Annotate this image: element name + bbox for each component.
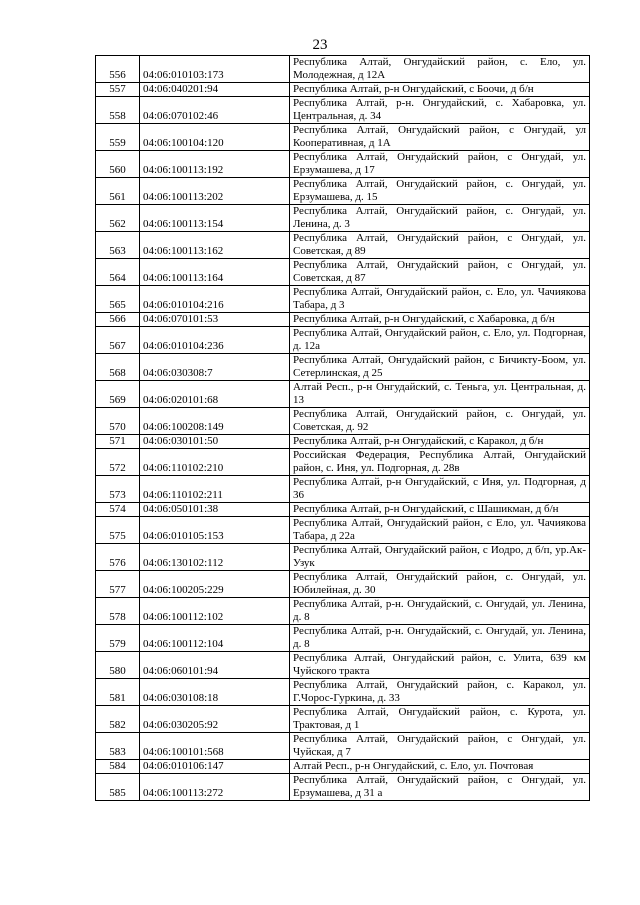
- cadastral-number: 04:06:100113:192: [140, 151, 290, 178]
- table-row: [96, 151, 590, 178]
- row-number: 582: [96, 706, 140, 733]
- table-row: [96, 205, 590, 232]
- table-row: [96, 435, 590, 449]
- cadastral-number: 04:06:010104:216: [140, 286, 290, 313]
- address: Республика Алтай, Онгудайский район, с Онгудай, ул. Советская, д 89: [290, 232, 590, 259]
- cadastral-number: 04:06:010104:236: [140, 327, 290, 354]
- table-row: [96, 706, 590, 733]
- table-row: [96, 178, 590, 205]
- table-row: [96, 327, 590, 354]
- address: Республика Алтай, Онгудайский район, с. Онгудай, ул. Ленина, д. 3: [290, 205, 590, 232]
- row-number: 578: [96, 598, 140, 625]
- table-row: [96, 774, 590, 801]
- address: Республика Алтай, Онгудайский район, с. Онгудай, ул. Ерзумашева, д. 15: [290, 178, 590, 205]
- address: Республика Алтай, Онгудайский район, с. Ело, ул. Чачиякова Табара, д 3: [290, 286, 590, 313]
- cadastral-number: 04:06:100113:154: [140, 205, 290, 232]
- table-body: [96, 56, 590, 801]
- row-number: 561: [96, 178, 140, 205]
- table-row: [96, 408, 590, 435]
- address: Республика Алтай, р-н. Онгудайский, с. Онгудай, ул. Ленина, д. 8: [290, 598, 590, 625]
- address: Республика Алтай, Онгудайский район, с Бичикту-Боом, ул. Сетерлинская, д 25: [290, 354, 590, 381]
- row-number: 567: [96, 327, 140, 354]
- address: Республика Алтай, Онгудайский район, с. Курота, ул. Трактовая, д 1: [290, 706, 590, 733]
- table-row: [96, 232, 590, 259]
- address: Республика Алтай, р-н. Онгудайский, с. Онгудай, ул. Ленина, д. 8: [290, 625, 590, 652]
- row-number: 573: [96, 476, 140, 503]
- cadastral-number: 04:06:100208:149: [140, 408, 290, 435]
- address: Республика Алтай, Онгудайский район, с Онгудай, ул Кооперативная, д 1А: [290, 124, 590, 151]
- row-number: 558: [96, 97, 140, 124]
- cadastral-number: 04:06:030101:50: [140, 435, 290, 449]
- row-number: 583: [96, 733, 140, 760]
- row-number: 559: [96, 124, 140, 151]
- cadastral-number: 04:06:100113:202: [140, 178, 290, 205]
- cadastral-number: 04:06:100113:162: [140, 232, 290, 259]
- row-number: 576: [96, 544, 140, 571]
- row-number: 560: [96, 151, 140, 178]
- address: Республика Алтай, р-н Онгудайский, с Боочи, д б/н: [290, 83, 590, 97]
- table-row: [96, 97, 590, 124]
- row-number: 556: [96, 56, 140, 83]
- row-number: 564: [96, 259, 140, 286]
- table-row: [96, 517, 590, 544]
- cadastral-number: 04:06:030308:7: [140, 354, 290, 381]
- cadastral-number: 04:06:130102:112: [140, 544, 290, 571]
- table-row: [96, 381, 590, 408]
- table-row: [96, 124, 590, 151]
- row-number: 584: [96, 760, 140, 774]
- row-number: 577: [96, 571, 140, 598]
- cadastral-number: 04:06:050101:38: [140, 503, 290, 517]
- cadastral-number: 04:06:010105:153: [140, 517, 290, 544]
- cadastral-number: 04:06:100113:164: [140, 259, 290, 286]
- row-number: 568: [96, 354, 140, 381]
- table-row: [96, 56, 590, 83]
- cadastral-number: 04:06:040201:94: [140, 83, 290, 97]
- cadastral-number: 04:06:020101:68: [140, 381, 290, 408]
- table-row: [96, 733, 590, 760]
- cadastral-number: 04:06:100112:102: [140, 598, 290, 625]
- table-row: [96, 571, 590, 598]
- cadastral-number: 04:06:100101:568: [140, 733, 290, 760]
- page-number: 23: [312, 37, 328, 53]
- row-number: 575: [96, 517, 140, 544]
- cadastral-number: 04:06:110102:211: [140, 476, 290, 503]
- table-row: [96, 679, 590, 706]
- row-number: 579: [96, 625, 140, 652]
- row-number: 572: [96, 449, 140, 476]
- cadastral-number: 04:06:100205:229: [140, 571, 290, 598]
- row-number: 565: [96, 286, 140, 313]
- table-row: [96, 313, 590, 327]
- cadastral-number: 04:06:100104:120: [140, 124, 290, 151]
- table-row: [96, 598, 590, 625]
- table-row: [96, 503, 590, 517]
- row-number: 581: [96, 679, 140, 706]
- cadastral-number: 04:06:100113:272: [140, 774, 290, 801]
- address: Республика Алтай, Онгудайский район, с Иодро, д б/п, ур.Ак-Узук: [290, 544, 590, 571]
- cadastral-number: 04:06:070102:46: [140, 97, 290, 124]
- table-row: [96, 544, 590, 571]
- row-number: 570: [96, 408, 140, 435]
- address: Алтай Респ., р-н Онгудайский, с. Теньга, ул. Центральная, д. 13: [290, 381, 590, 408]
- property-registry-table: [95, 55, 590, 801]
- address: Республика Алтай, Онгудайский район, с. Каракол, ул. Г.Чорос-Гуркина, д. 33: [290, 679, 590, 706]
- row-number: 562: [96, 205, 140, 232]
- address: Республика Алтай, Онгудайский район, с. Онгудай, ул. Юбилейная, д. 30: [290, 571, 590, 598]
- row-number: 566: [96, 313, 140, 327]
- table-row: [96, 449, 590, 476]
- row-number: 557: [96, 83, 140, 97]
- address: Российская Федерация, Республика Алтай, Онгудайский район, с. Иня, ул. Подгорная, д. 28в: [290, 449, 590, 476]
- table-row: [96, 652, 590, 679]
- address: Республика Алтай, Онгудайский район, с. Ело, ул. Подгорная, д. 12а: [290, 327, 590, 354]
- address: Республика Алтай, р-н Онгудайский, с Каракол, д б/н: [290, 435, 590, 449]
- cadastral-number: 04:06:010103:173: [140, 56, 290, 83]
- cadastral-number: 04:06:030108:18: [140, 679, 290, 706]
- address: Республика Алтай, Онгудайский район, с Онгудай, ул. Советская, д 87: [290, 259, 590, 286]
- address: Республика Алтай, Онгудайский район, с. Онгудай, ул. Советская, д. 92: [290, 408, 590, 435]
- cadastral-number: 04:06:070101:53: [140, 313, 290, 327]
- row-number: 569: [96, 381, 140, 408]
- cadastral-number: 04:06:060101:94: [140, 652, 290, 679]
- address: Республика Алтай, Онгудайский район, с Онгудай, ул. Ерзумашева, д 31 а: [290, 774, 590, 801]
- row-number: 585: [96, 774, 140, 801]
- row-number: 571: [96, 435, 140, 449]
- table-row: [96, 286, 590, 313]
- table-row: [96, 625, 590, 652]
- address: Республика Алтай, р-н. Онгудайский, с. Хабаровка, ул. Центральная, д. 34: [290, 97, 590, 124]
- table-row: [96, 83, 590, 97]
- address: Республика Алтай, р-н Онгудайский, с Иня, ул. Подгорная, д 36: [290, 476, 590, 503]
- table-row: [96, 476, 590, 503]
- cadastral-number: 04:06:010106:147: [140, 760, 290, 774]
- address: Республика Алтай, Онгудайский район, с Ело, ул. Чачиякова Табара, д 22а: [290, 517, 590, 544]
- table-row: [96, 760, 590, 774]
- cadastral-number: 04:06:030205:92: [140, 706, 290, 733]
- row-number: 580: [96, 652, 140, 679]
- address: Алтай Респ., р-н Онгудайский, с. Ело, ул. Почтовая: [290, 760, 590, 774]
- cadastral-number: 04:06:100112:104: [140, 625, 290, 652]
- row-number: 563: [96, 232, 140, 259]
- address: Республика Алтай, р-н Онгудайский, с Хабаровка, д б/н: [290, 313, 590, 327]
- table-row: [96, 259, 590, 286]
- address: Республика Алтай, р-н Онгудайский, с Шашикман, д б/н: [290, 503, 590, 517]
- address: Республика Алтай, Онгудайский район, с Онгудай, ул. Ерзумашева, д 17: [290, 151, 590, 178]
- address: Республика Алтай, Онгудайский район, с Онгудай, ул. Чуйская, д 7: [290, 733, 590, 760]
- address: Республика Алтай, Онгудайский район, с. Ело, ул. Молодежная, д 12А: [290, 56, 590, 83]
- address: Республика Алтай, Онгудайский район, с. Улита, 639 км Чуйского тракта: [290, 652, 590, 679]
- table-row: [96, 354, 590, 381]
- row-number: 574: [96, 503, 140, 517]
- cadastral-number: 04:06:110102:210: [140, 449, 290, 476]
